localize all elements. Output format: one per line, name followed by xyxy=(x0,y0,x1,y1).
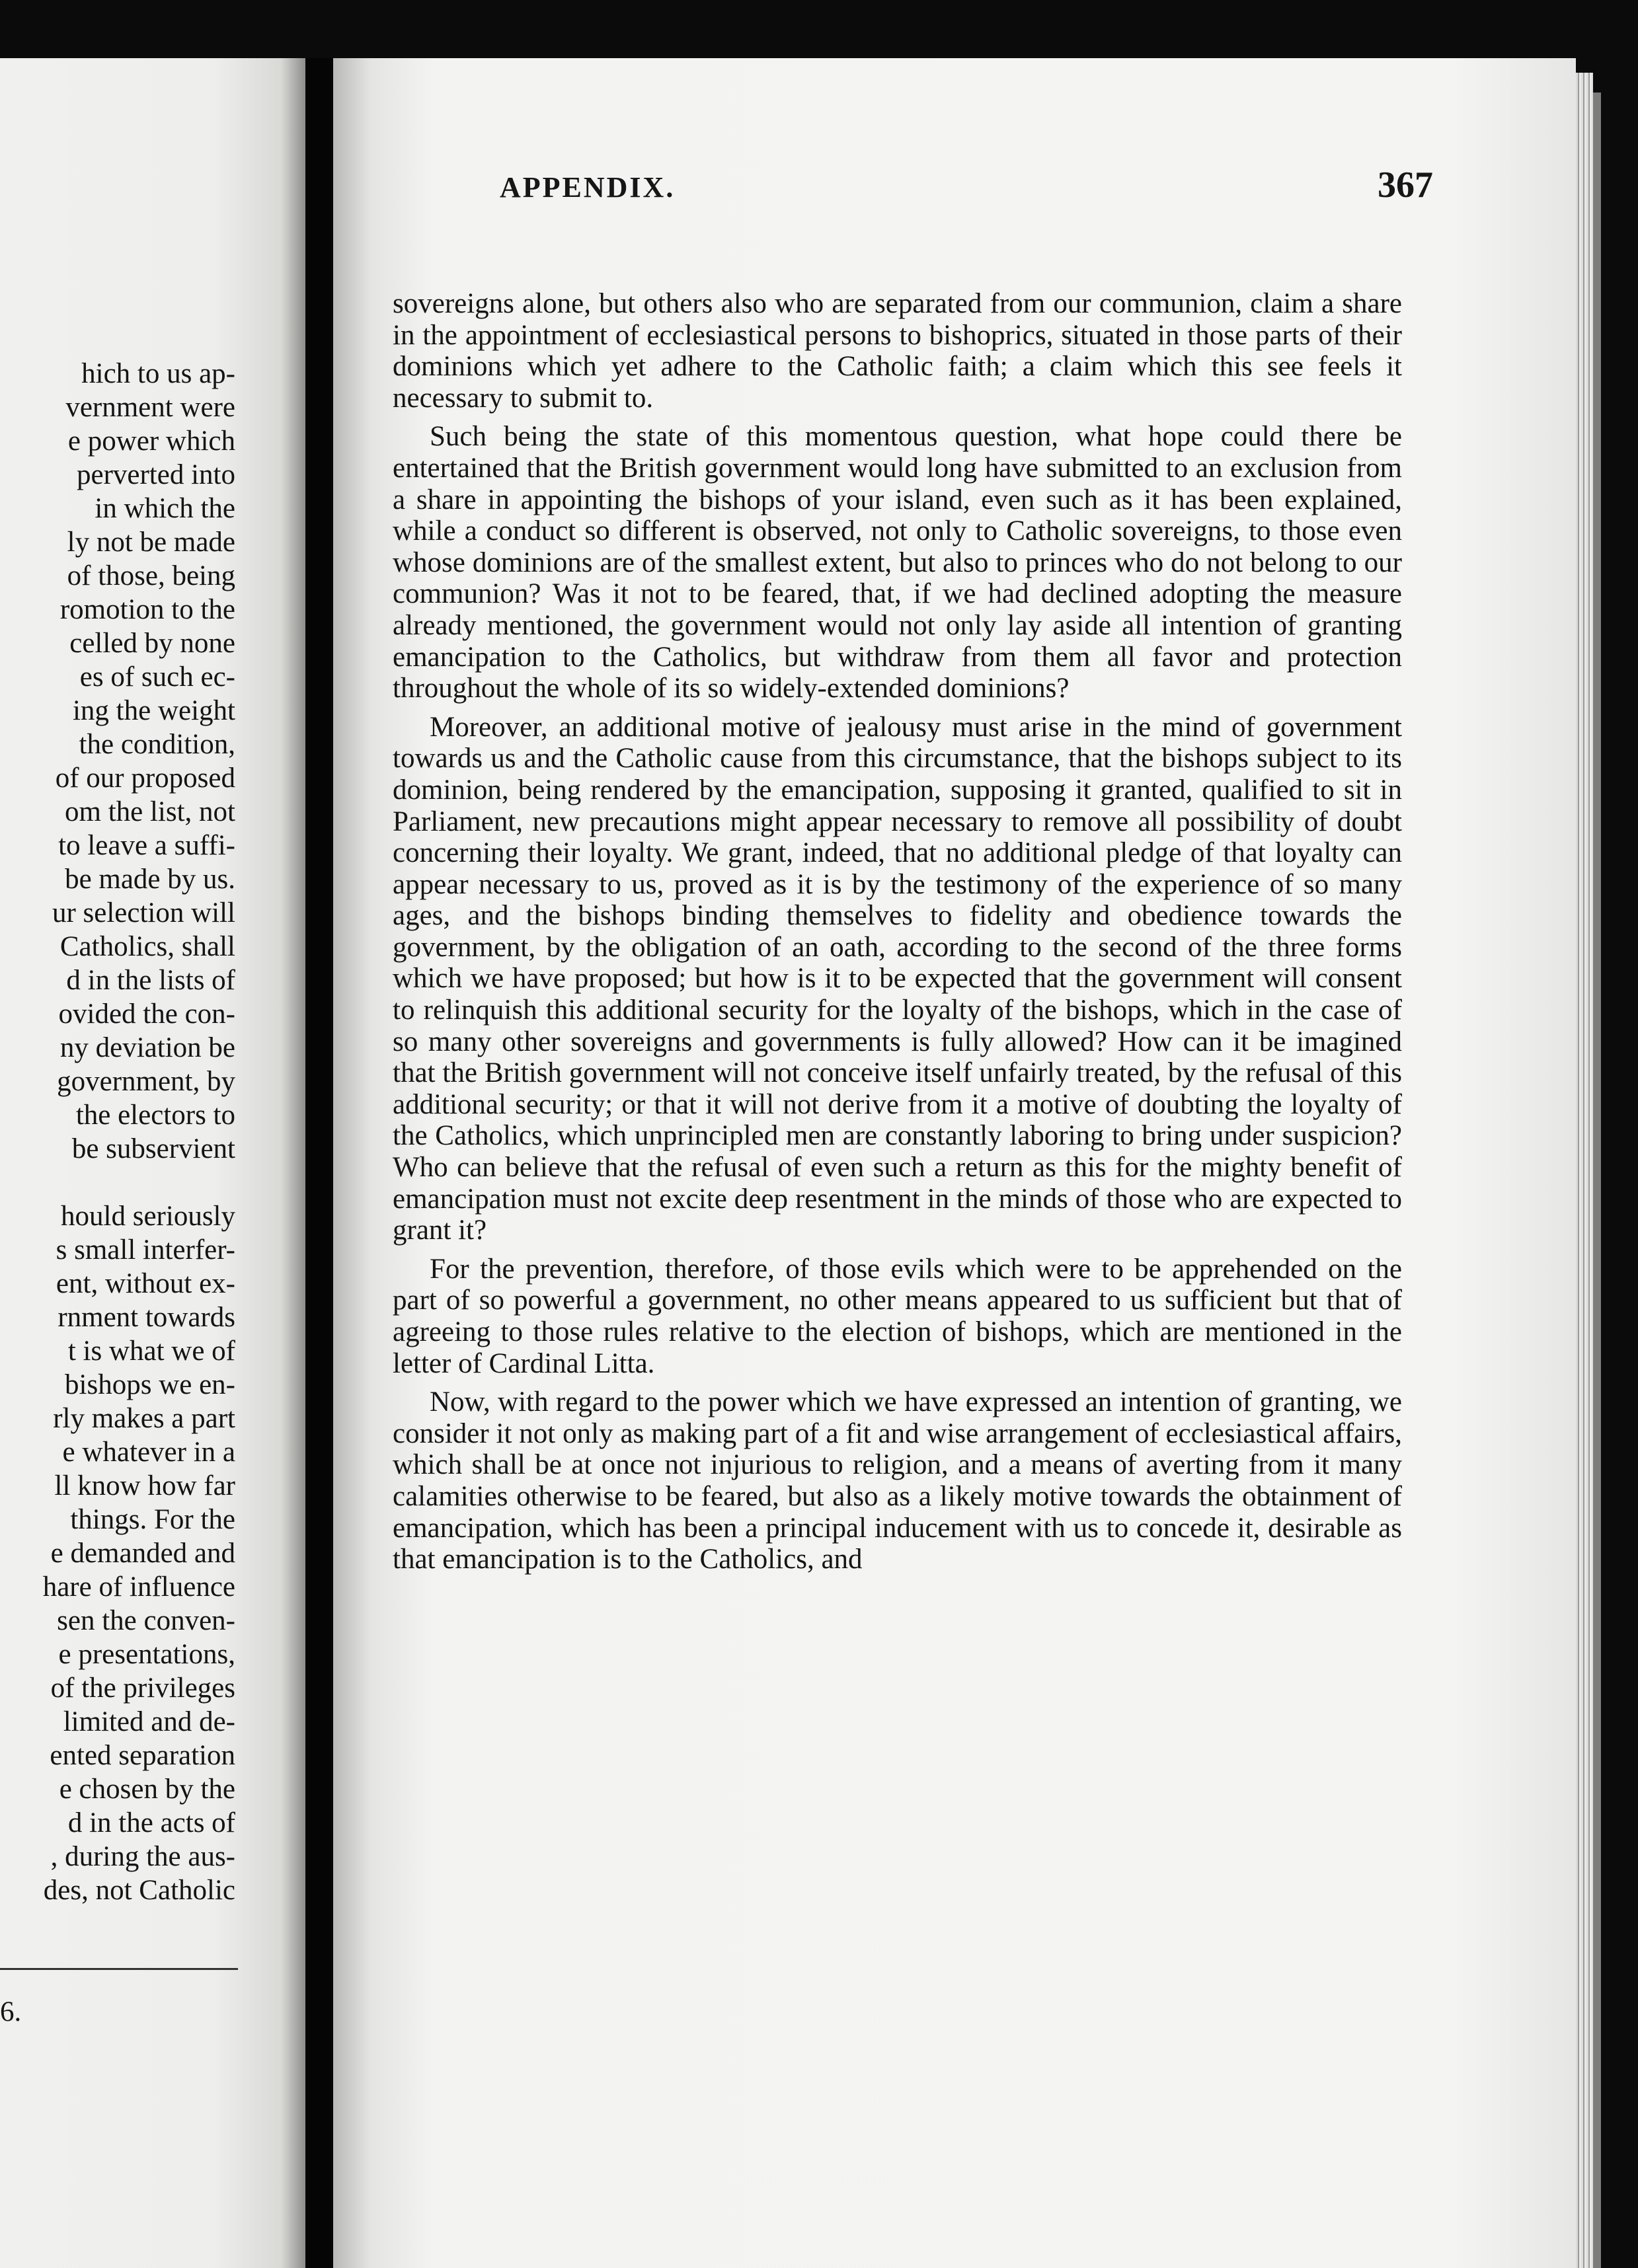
left-page-line: limited and de- xyxy=(63,1706,235,1737)
left-page-line: vernment were xyxy=(65,392,235,423)
left-footnote: 6. xyxy=(0,1996,22,2027)
left-page-line: ovided the con- xyxy=(58,999,235,1030)
left-page-line xyxy=(0,1166,235,1199)
left-page-line: Catholics, shall xyxy=(59,931,235,962)
footnote-rule xyxy=(0,1968,238,1970)
left-page-text xyxy=(0,357,235,1907)
paragraph-continuation: sovereigns alone, but others also who are separated from our communion, claim a share in the appointment of ecclesiastical persons to bishoprics, situated in those parts of their dominions which yet adhere to the Catholic faith; a claim which this see feels it necessary to submit to. xyxy=(393,288,1402,414)
left-page-line: , during the aus- xyxy=(50,1841,235,1872)
left-page-line: rly makes a part xyxy=(53,1403,235,1434)
left-page-line: things. For the xyxy=(70,1504,235,1535)
running-head: APPENDIX. xyxy=(500,171,676,204)
paragraph: For the prevention, therefore, of those evils which were to be apprehended on the part of so powerful a government, no other means appeared to us sufficient but that of agreeing to those rules relative to the election of bishops, which are mentioned in the letter of Cardinal Litta. xyxy=(393,1253,1402,1379)
left-page-line: hich to us ap- xyxy=(81,358,235,389)
left-page-line: romotion to the xyxy=(59,594,235,625)
left-page-line: ented separation xyxy=(50,1740,235,1771)
left-page-line: rnment towards xyxy=(58,1302,235,1333)
page-edge-shadow xyxy=(1593,93,1601,2268)
page-number: 367 xyxy=(1378,165,1433,206)
left-facing-page xyxy=(0,58,305,2268)
left-page-line: ny deviation be xyxy=(59,1032,235,1063)
left-page-line: e presentations, xyxy=(58,1639,235,1670)
left-page-line: hare of influence xyxy=(42,1571,235,1603)
left-page-line: des, not Catholic xyxy=(43,1875,235,1906)
body-text xyxy=(393,288,1402,1575)
book-gutter xyxy=(305,58,333,2268)
left-page-line: e demanded and xyxy=(50,1538,235,1569)
paragraph: Now, with regard to the power which we have expressed an intention of granting, we consider it not only as making part of a fit and wise arrangement of ecclesiastical affairs, which shall be at once not injurious to religion, and a means of averting from it many calamities otherwise to be feared, but also as a likely motive towards the obtainment of emancipation, which has been a principal inducement with us to concede it, desirable as that emancipation is to the Catholics, and xyxy=(393,1386,1402,1575)
left-page-line: s small interfer- xyxy=(56,1234,235,1266)
left-page-line: in which the xyxy=(95,493,235,524)
left-page-line: ing the weight xyxy=(72,695,235,726)
left-page-line: of our proposed xyxy=(55,763,235,794)
left-page-line: om the list, not xyxy=(65,796,235,827)
paragraph: Such being the state of this momentous question, what hope could there be entertained that the British government would long have submitted to an exclusion from a share in appointing the bishops of your island, even such as it has been explained, while a conduct so different is observed, not only to Catholic sovereigns, to those even whose dominions are of the smallest extent, but also to princes who do not belong to our communion? Was it not to be feared, that, if we had declined adopting the measure already mentioned, the government would not only lay aside all intention of granting emancipation to the Catholics, but withdraw from them all favor and protection throughout the whole of its so widely-extended dominions? xyxy=(393,421,1402,704)
left-page-line: perverted into xyxy=(77,459,235,490)
paragraph: Moreover, an additional motive of jealousy must arise in the mind of government towards us and the Catholic cause from this circumstance, that the bishops subject to its dominion, being rendered by the emancipation, supposing it granted, qualified to sit in Parliament, new precautions might appear necessary to remove all possibility of doubt concerning their loyalty. We grant, indeed, that no additional pledge of that loyalty can appear necessary to us, proved as it is by the testimony of the experience of so many ages, and the bishops binding themselves to fidelity and obedience towards the government, by the obligation of an oath, according to the second of the three forms which we have proposed; but how is it to be expected that the government will consent to relinquish this additional security for the loyalty of the bishops, which in the case of so many other sovereigns and governments is fully allowed? How can it be imagined that the British government will not conceive itself unfairly treated, by the refusal of this additional security; or that it will not derive from it a motive of doubting the loyalty of the Catholics, which unprincipled men are constantly laboring to bring under suspicion? Who can believe that the refusal of even such a return as this for the mighty benefit of emancipation must not excite deep resentment in the minds of those who are expected to grant it? xyxy=(393,711,1402,1246)
left-page-line: d in the acts of xyxy=(67,1807,235,1838)
left-page-line: e chosen by the xyxy=(59,1774,235,1805)
page-edges xyxy=(1576,73,1593,2268)
left-page-line: of the privileges xyxy=(50,1673,235,1704)
left-page-line: d in the lists of xyxy=(66,965,235,996)
left-page-line: t is what we of xyxy=(67,1336,235,1367)
left-page-line: be made by us. xyxy=(65,864,235,895)
left-page-line: be subservient xyxy=(71,1133,235,1164)
left-page-line: ly not be made xyxy=(67,527,235,558)
left-page-line: the condition, xyxy=(79,729,235,760)
left-page-line: to leave a suffi- xyxy=(58,830,235,861)
left-page-line: the electors to xyxy=(75,1100,235,1131)
left-page-line: ur selection will xyxy=(52,897,235,928)
left-page-line: bishops we en- xyxy=(65,1369,235,1400)
left-page-line: of those, being xyxy=(67,560,235,591)
left-page-line: ll know how far xyxy=(54,1470,235,1501)
left-page-line: celled by none xyxy=(69,628,235,659)
left-page-line: government, by xyxy=(57,1066,235,1097)
left-page-line: ent, without ex- xyxy=(56,1268,235,1299)
left-page-line: e whatever in a xyxy=(62,1437,235,1468)
left-page-line: sen the conven- xyxy=(57,1605,235,1636)
left-page-line: hould seriously xyxy=(61,1201,235,1232)
left-page-line: e power which xyxy=(67,426,235,457)
left-page-line: es of such ec- xyxy=(79,662,235,693)
